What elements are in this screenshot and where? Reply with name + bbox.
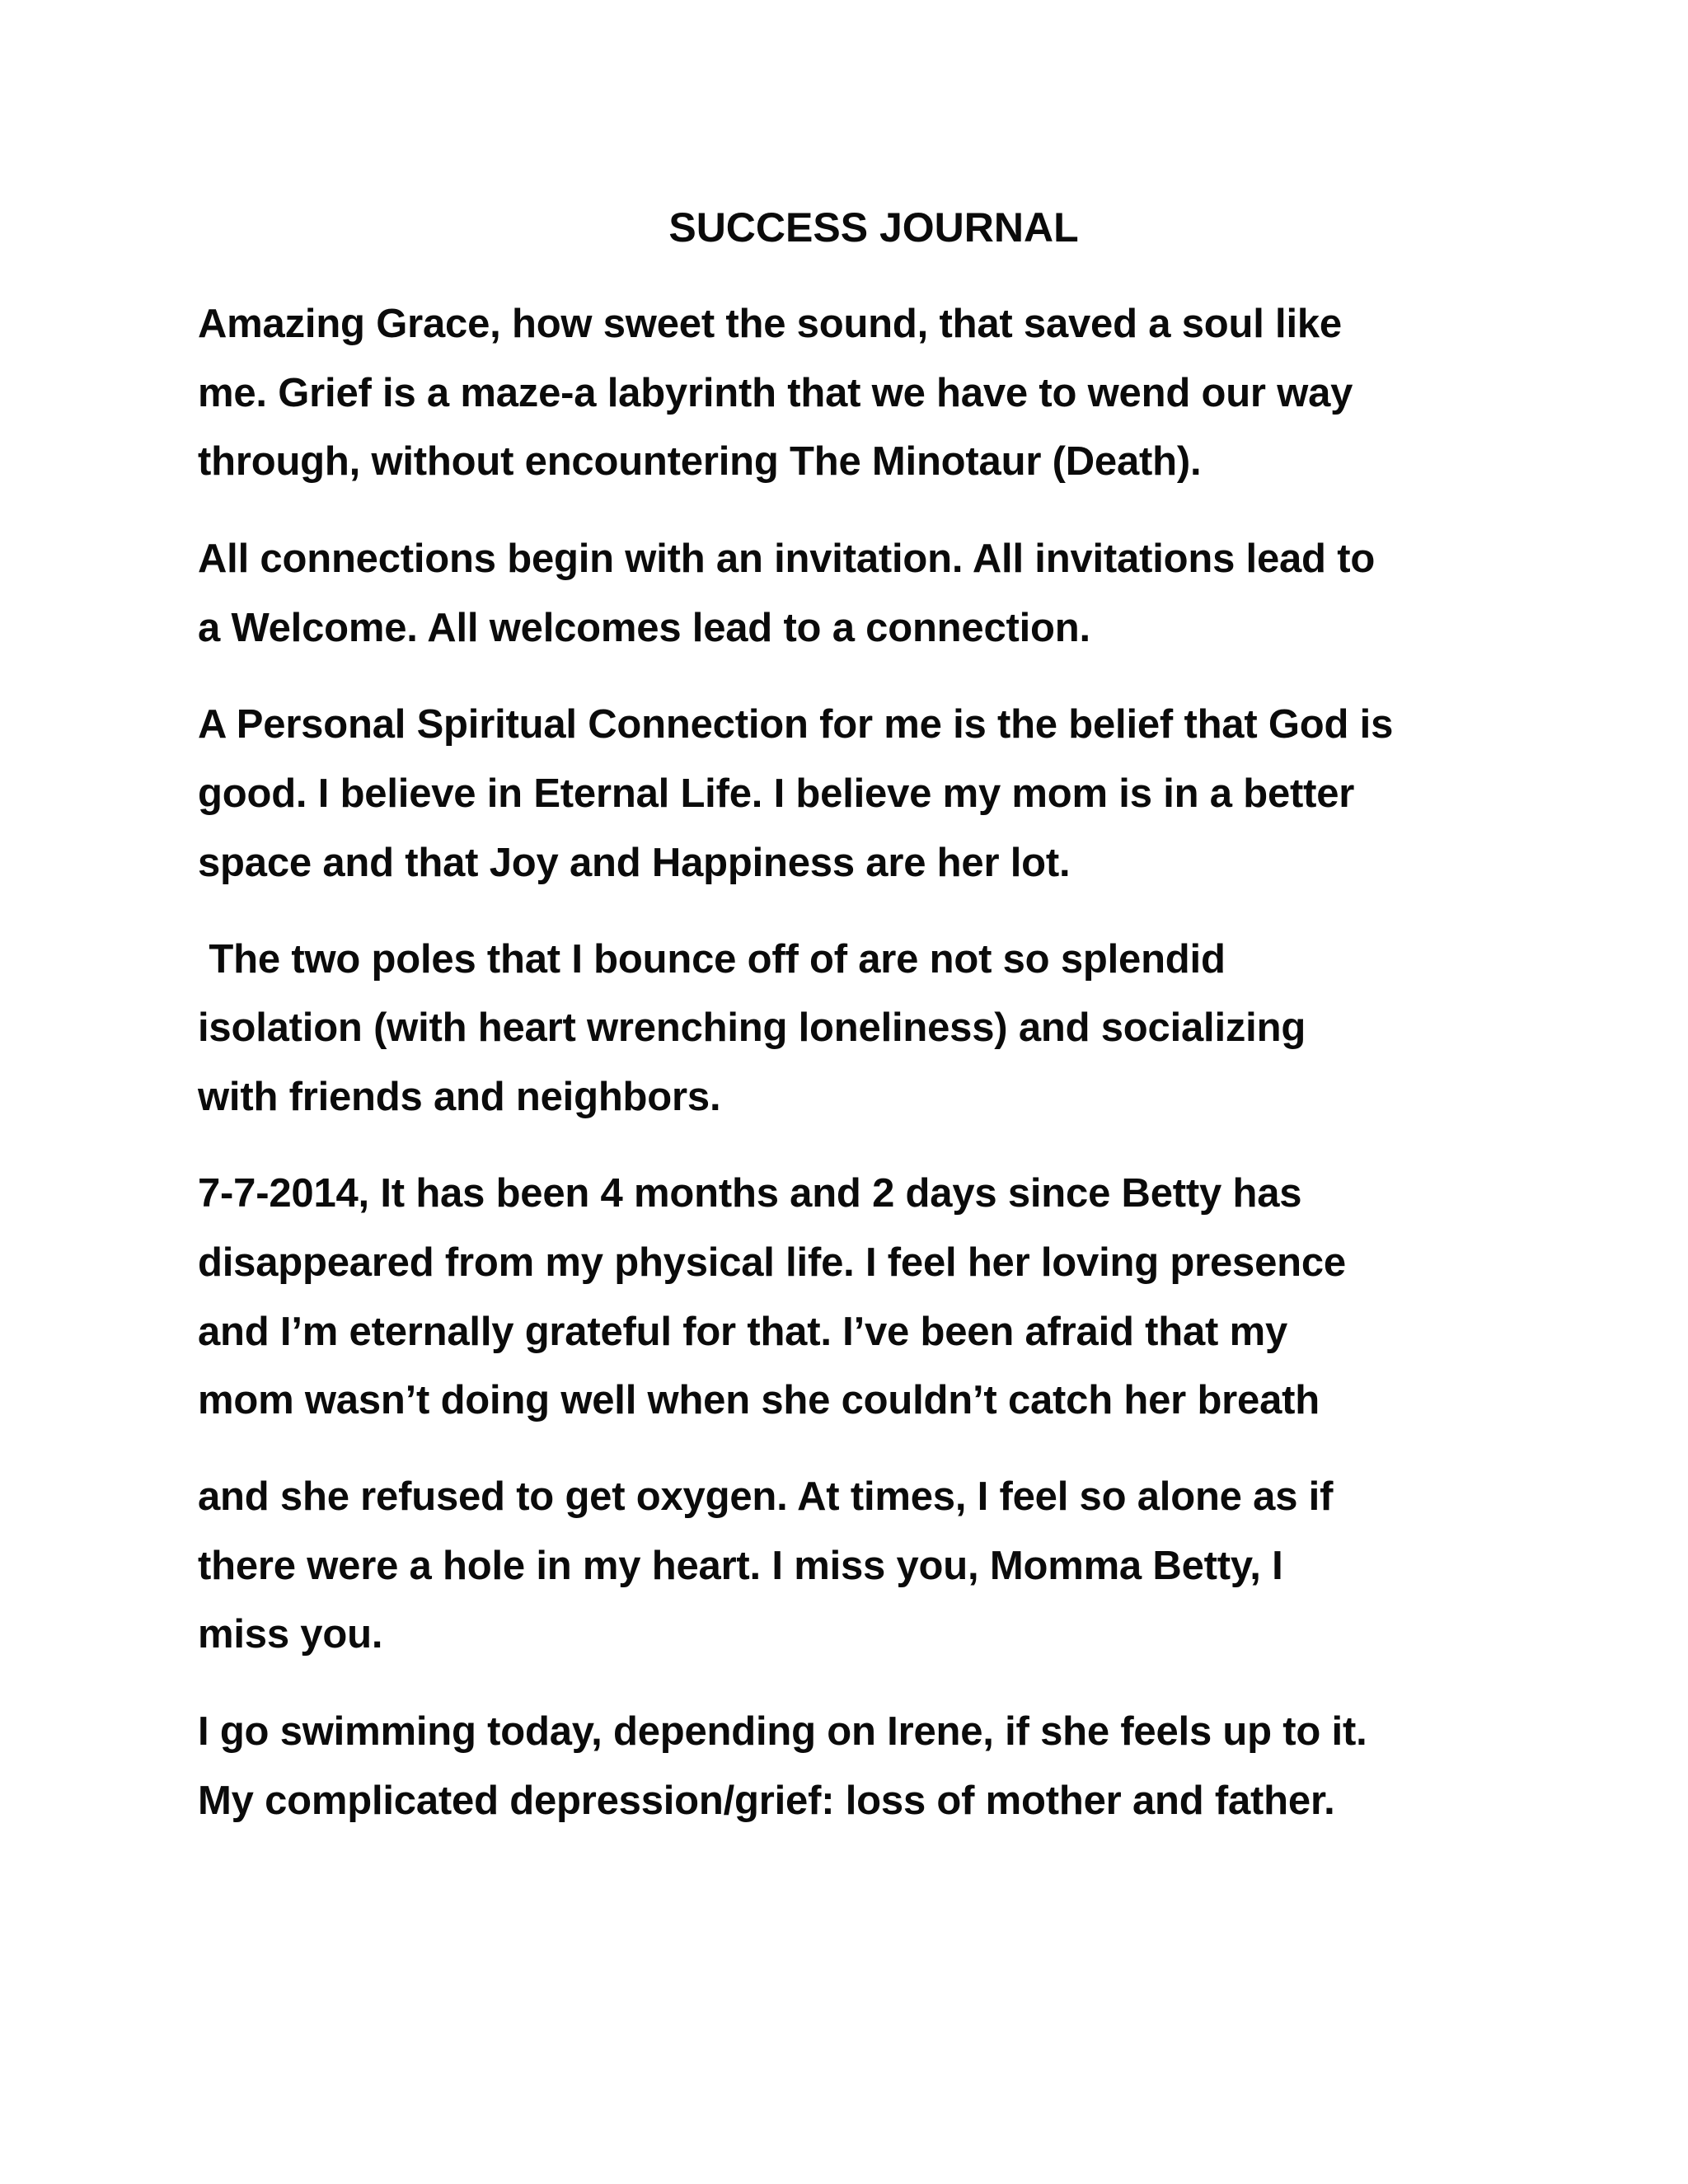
text-line: a Welcome. All welcomes lead to a connection. bbox=[198, 606, 1090, 650]
text-line: there were a hole in my heart. I miss you, Momma Betty, I bbox=[198, 1544, 1283, 1588]
text-line: My complicated depression/grief: loss of mother and father. bbox=[198, 1779, 1335, 1823]
text-line: The two poles that I bounce off of are not so splendid bbox=[198, 937, 1226, 982]
text-line: and I’m eternally grateful for that. I’ve been afraid that my bbox=[198, 1310, 1287, 1354]
text-line: me. Grief is a maze-a labyrinth that we have to wend our way bbox=[198, 371, 1353, 415]
text-line: mom wasn’t doing well when she couldn’t catch her breath bbox=[198, 1378, 1320, 1422]
page-title: SUCCESS JOURNAL bbox=[668, 204, 1079, 251]
text-line: and she refused to get oxygen. At times, I feel so alone as if bbox=[198, 1474, 1334, 1519]
text-line: All connections begin with an invitation. All invitations lead to bbox=[198, 537, 1376, 581]
text-line: disappeared from my physical life. I feel her loving presence bbox=[198, 1240, 1346, 1285]
text-line: 7-7-2014, It has been 4 months and 2 days since Betty has bbox=[198, 1171, 1302, 1216]
text-line: I go swimming today, depending on Irene, if she feels up to it. bbox=[198, 1709, 1367, 1754]
text-line: Amazing Grace, how sweet the sound, that saved a soul like bbox=[198, 302, 1342, 346]
text-line: with friends and neighbors. bbox=[198, 1075, 721, 1119]
text-line: miss you. bbox=[198, 1612, 383, 1657]
text-line: good. I believe in Eternal Life. I believe my mom is in a better bbox=[198, 771, 1355, 816]
text-line: A Personal Spiritual Connection for me is the belief that God is bbox=[198, 702, 1394, 747]
text-line: isolation (with heart wrenching loneliness) and socializing bbox=[198, 1005, 1306, 1050]
text-line: space and that Joy and Happiness are her lot. bbox=[198, 841, 1071, 885]
text-line: through, without encountering The Minotaur (Death). bbox=[198, 439, 1202, 484]
